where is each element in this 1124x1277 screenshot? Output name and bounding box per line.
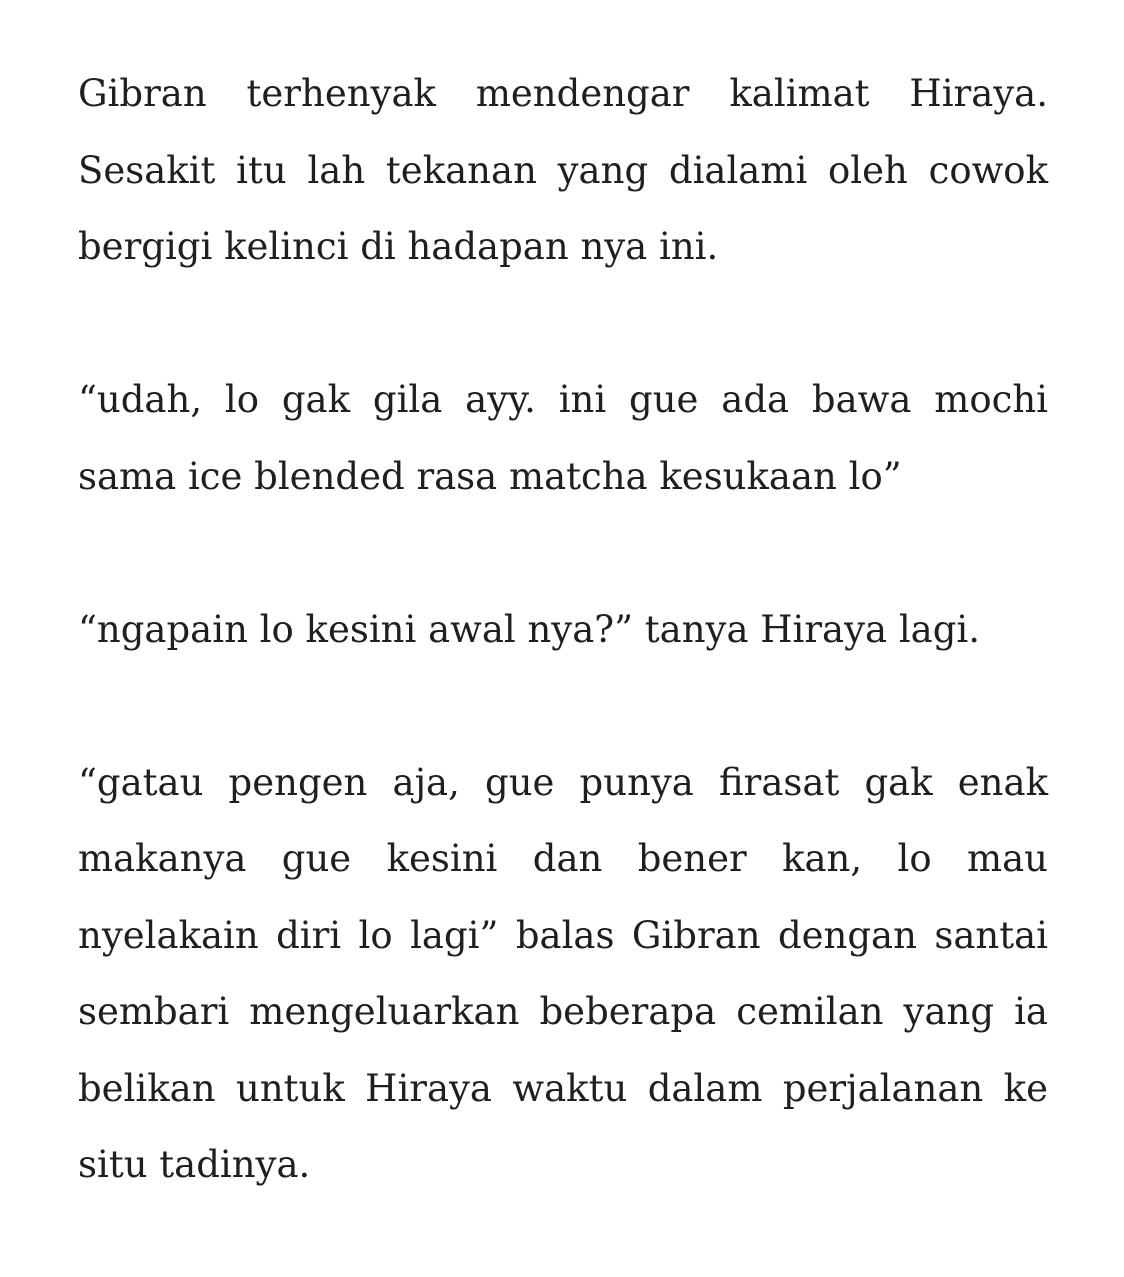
text-line: bergigi kelinci di hadapan nya ini. <box>78 225 719 268</box>
text-line: nyelakain diri lo lagi” balas Gibran dengan santai <box>78 913 1048 957</box>
text-line: Sesakit itu lah tekanan yang dialami oleh cowok <box>78 148 1048 192</box>
paragraph-spacer <box>78 515 1048 592</box>
text-line: situ tadinya. <box>78 1143 311 1186</box>
text-line: “gatau pengen aja, gue punya firasat gak enak <box>78 760 1048 804</box>
paragraph-4 <box>78 745 1048 1204</box>
paragraph-spacer <box>78 668 1048 745</box>
paragraph-spacer <box>78 286 1048 363</box>
text-line: belikan untuk Hiraya waktu dalam perjalanan ke <box>78 1066 1048 1110</box>
paragraph-3 <box>78 592 1048 669</box>
text-line: sama ice blended rasa matcha kesukaan lo” <box>78 454 902 498</box>
story-text <box>78 56 1048 1204</box>
paragraph-2 <box>78 362 1048 515</box>
text-line: “udah, lo gak gila ayy. ini gue ada bawa mochi <box>78 378 1048 421</box>
text-line: “ngapain lo kesini awal nya?” tanya Hiraya lagi. <box>78 607 981 651</box>
paragraph-1 <box>78 56 1048 286</box>
text-line: Gibran terhenyak mendengar kalimat Hiraya. <box>78 72 1048 115</box>
text-line: sembari mengeluarkan beberapa cemilan yang ia <box>78 990 1048 1033</box>
text-line: makanya gue kesini dan bener kan, lo mau <box>78 837 1048 880</box>
